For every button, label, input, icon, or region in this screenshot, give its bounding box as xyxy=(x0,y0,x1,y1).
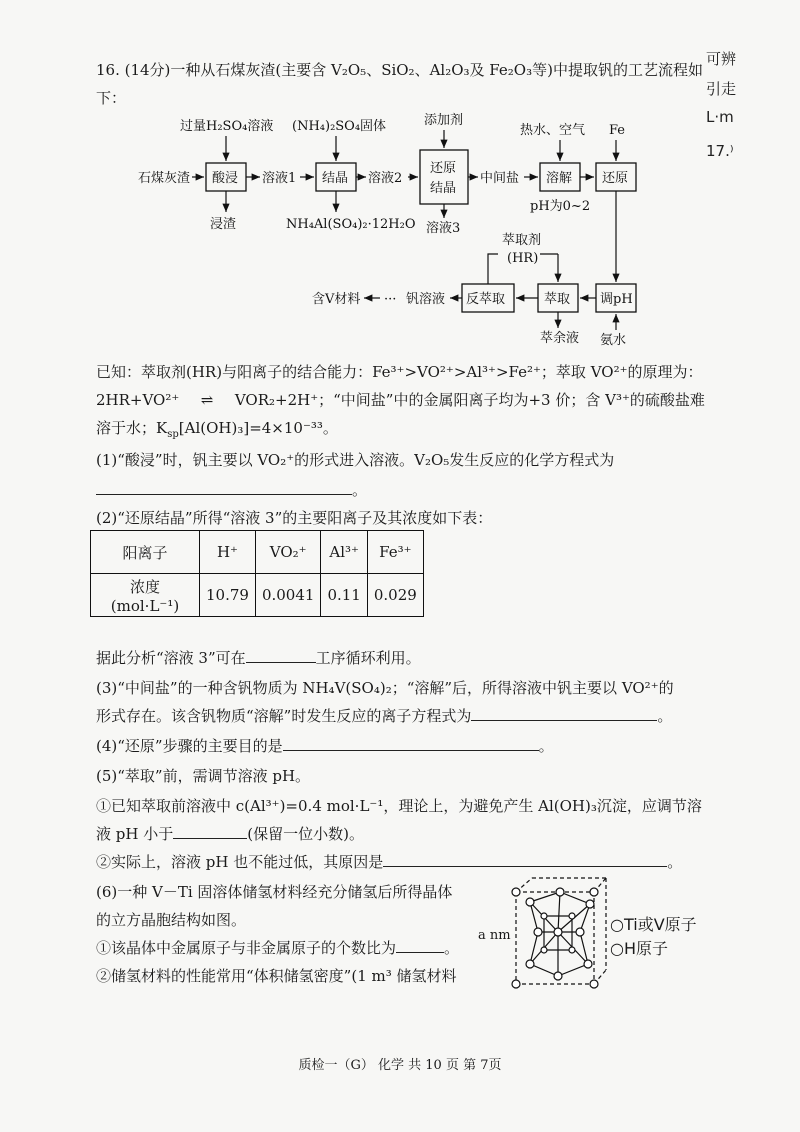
table-header-cell: H⁺ xyxy=(200,531,256,574)
table-cell: 0.029 xyxy=(367,574,423,617)
note-ph: pH为0~2 xyxy=(530,199,591,214)
reagent-hr-1: 萃取剂 xyxy=(502,233,542,248)
question-header-cont: 下： xyxy=(96,89,127,107)
process-flow-diagram xyxy=(0,0,800,360)
equilibrium-right: VOR₂+2H⁺；“中间盐”中的金属阳离子均为+3 价；含 V³⁺的硫酸盐难 xyxy=(234,391,705,409)
input-acid: 过量H₂SO₄溶液 xyxy=(180,119,274,134)
q2-intro: (2)“还原结晶”所得“溶液 3”的主要阳离子及其浓度如下表： xyxy=(96,509,493,527)
legend-h: ○H原子 xyxy=(610,939,668,958)
ksp-value: [Al(OH)₃]=4×10⁻³³。 xyxy=(178,419,338,437)
node-cuiqu: 萃取 xyxy=(544,292,571,307)
table-cell: 浓度(mol·L⁻¹) xyxy=(91,574,200,617)
q5-end: 。 xyxy=(667,853,683,871)
q6-line-1: (6)一种 V－Ti 固溶体储氢材料经充分储氢后所得晶体 xyxy=(96,883,453,901)
node-fancuiqu: 反萃取 xyxy=(466,292,506,307)
node-rongjie: 溶解 xyxy=(546,171,573,186)
q1-blank[interactable] xyxy=(96,480,352,495)
known-line-2 xyxy=(96,390,705,410)
table-header-cell: Al³⁺ xyxy=(321,531,367,574)
node-rongye1: 溶液1 xyxy=(262,171,297,186)
equilibrium-left: 2HR+VO²⁺ xyxy=(96,391,180,409)
output-jinzha: 浸渣 xyxy=(210,217,237,232)
q6-end: 。 xyxy=(444,939,460,957)
q5-intro: (5)“萃取”前，需调节溶液 pH。 xyxy=(96,767,311,785)
cell-edge-label: a nm xyxy=(478,928,511,943)
q4-end: 。 xyxy=(538,737,554,755)
node-huanyuan-2: 结晶 xyxy=(430,181,457,196)
table-row xyxy=(91,574,424,617)
ksp-sub: sp xyxy=(167,429,179,440)
q3-line-2 xyxy=(96,706,672,726)
question-header: 16. (14分)一种从石煤灰渣(主要含 V₂O₅、SiO₂、Al₂O₃及 Fe₂O₃等)中提取钒的工艺流程如 xyxy=(96,61,703,79)
q3-text: 形式存在。该含钒物质“溶解”时发生反应的离子方程式为 xyxy=(96,707,472,725)
node-tiaoph: 调pH xyxy=(600,292,633,307)
legend-ti-v: ○Ti或V原子 xyxy=(610,915,697,934)
q4-blank[interactable] xyxy=(283,736,539,751)
margin-text-1: 可辨 xyxy=(706,50,737,68)
q5-item1-line1: ①已知萃取前溶液中 c(Al³⁺)=0.4 mol·L⁻¹，理论上，为避免产生 Al(OH)₃沉淀，应调节溶 xyxy=(96,797,702,815)
input-additive: 添加剂 xyxy=(424,113,464,128)
margin-text-3: L·m xyxy=(706,108,734,126)
known-line-1: 已知：萃取剂(HR)与阳离子的结合能力：Fe³⁺>VO²⁺>Al³⁺>Fe²⁺；萃取 VO²⁺的原理为： xyxy=(96,363,703,381)
table-cell: 0.11 xyxy=(321,574,367,617)
margin-text-2: 引走 xyxy=(706,80,737,98)
table-header-cell: Fe³⁺ xyxy=(367,531,423,574)
input-fe: Fe xyxy=(609,123,626,138)
q3-blank[interactable] xyxy=(471,706,657,721)
q6-text-3: ①该晶体中金属原子与非金属原子的个数比为 xyxy=(96,939,397,957)
node-rongye2: 溶液2 xyxy=(368,171,403,186)
q3-end: 。 xyxy=(657,707,673,725)
equilibrium-arrow-icon: ⇌ xyxy=(200,391,214,409)
node-fanrongye: 钒溶液 xyxy=(406,292,446,307)
node-jiejing: 结晶 xyxy=(322,171,349,186)
node-huanyuan-1: 还原 xyxy=(430,161,457,176)
input-nh4so4: (NH₄)₂SO₄固体 xyxy=(292,119,387,134)
node-product: 含V材料 xyxy=(312,292,361,307)
q1-answer xyxy=(96,480,367,500)
input-ammonia: 氨水 xyxy=(600,333,627,348)
output-alum: NH₄Al(SO₄)₂·12H₂O xyxy=(286,217,416,232)
q6-line-3 xyxy=(96,938,459,958)
cation-table xyxy=(90,530,424,617)
reagent-hr-2: (HR) xyxy=(507,251,539,266)
table-cell: 10.79 xyxy=(200,574,256,617)
node-shimei: 石煤灰渣 xyxy=(138,171,191,186)
page-footer: 质检一（G） 化学 共 10 页 第 7页 xyxy=(298,1058,502,1073)
output-rongye3: 溶液3 xyxy=(426,221,461,236)
crystal-cell-icon xyxy=(510,872,610,992)
q5-text-2: ②实际上，溶液 pH 也不能过低，其原因是 xyxy=(96,853,384,871)
q3-line-1: (3)“中间盐”的一种含钒物质为 NH₄V(SO₄)₂；“溶解”后，所得溶液中钒主要以 VO²⁺的 xyxy=(96,679,674,697)
q2-follow xyxy=(96,648,421,668)
ksp-label: 溶于水；K xyxy=(96,419,168,437)
q1-end: 。 xyxy=(352,481,368,499)
table-row xyxy=(91,531,424,574)
dots: ··· xyxy=(384,292,397,307)
q2-blank[interactable] xyxy=(246,648,316,663)
q5-item2 xyxy=(96,852,682,872)
table-cell: 0.0041 xyxy=(255,574,321,617)
q5-blank-2[interactable] xyxy=(383,852,667,867)
node-zhongjianyan: 中间盐 xyxy=(480,171,520,186)
q6-blank[interactable] xyxy=(396,938,444,953)
table-header-cell: VO₂⁺ xyxy=(255,531,321,574)
q5-blank-1[interactable] xyxy=(173,824,247,839)
q2-follow-b: 工序循环利用。 xyxy=(315,649,421,667)
q6-line-4: ②储氢材料的性能常用“体积储氢密度”(1 m³ 储氢材料 xyxy=(96,967,457,985)
q6-line-2: 的立方晶胞结构如图。 xyxy=(96,911,247,929)
output-cuiyuye: 萃余液 xyxy=(540,331,580,346)
margin-text-4: 17.⁾ xyxy=(706,142,734,160)
table-header-cell: 阳离子 xyxy=(91,531,200,574)
q5-text-b: 液 pH 小于 xyxy=(96,825,174,843)
known-line-3 xyxy=(96,418,338,445)
node-huanyuan: 还原 xyxy=(602,171,629,186)
q5-item1-line2 xyxy=(96,824,364,844)
q4-line xyxy=(96,736,554,756)
q2-follow-a: 据此分析“溶液 3”可在 xyxy=(96,649,246,667)
q4-text: (4)“还原”步骤的主要目的是 xyxy=(96,737,283,755)
input-water-air: 热水、空气 xyxy=(520,123,586,138)
q5-text-c: (保留一位小数)。 xyxy=(247,825,364,843)
q1-text: (1)“酸浸”时，钒主要以 VO₂⁺的形式进入溶液。V₂O₅发生反应的化学方程式为 xyxy=(96,451,615,469)
node-suanjin: 酸浸 xyxy=(212,171,239,186)
